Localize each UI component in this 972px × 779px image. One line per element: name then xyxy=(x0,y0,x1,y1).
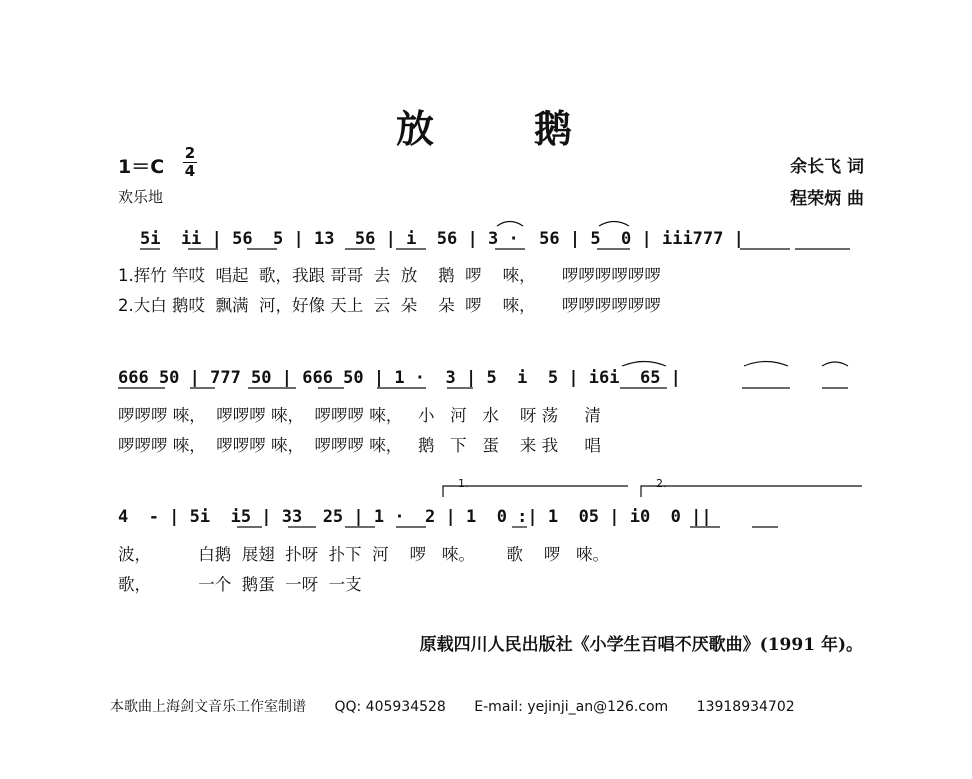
title-char-2: 鹅 xyxy=(534,106,577,151)
lyrics-row-1-verse-1: 1.挥竹 竿哎 唱起 歌，我跟 哥哥 去 放 鹅 啰 唻， 啰啰啰啰啰啰 xyxy=(118,266,661,285)
notation-row-2: 666 50 | 777 50 | 666 50 | 1 · 3 | 5 i 5 | i6i 65 | xyxy=(118,368,681,388)
lyrics-row-3-verse-2: 歌， 一个 鹅蛋 一呀 一支 xyxy=(118,575,362,594)
time-sig-top: 2 xyxy=(184,144,196,162)
slur-mark xyxy=(822,362,848,366)
footer-phone: 13918934702 xyxy=(696,699,795,715)
slur-mark xyxy=(497,222,523,227)
footer-studio: 本歌曲上海剑文音乐工作室制谱 xyxy=(110,699,306,715)
key-signature: 1＝C xyxy=(118,156,165,178)
volta-label-1: 1. xyxy=(458,477,469,490)
composer-credit: 程荣炳 曲 xyxy=(790,189,864,209)
notation-row-1: 5i ii | 56 5 | 13 56 | i 56 | 3 · 56 | 5 0 | iii777 | xyxy=(140,229,744,249)
footer-email: E-mail: yejinji_an@126.com xyxy=(474,699,669,715)
tempo-marking: 欢乐地 xyxy=(118,188,164,206)
slur-mark xyxy=(744,362,788,367)
slur-mark xyxy=(599,222,629,227)
lyrics-row-3-verse-1: 波， 白鹅 展翅 扑呀 扑下 河 啰 唻。 歌 啰 唻。 xyxy=(118,545,610,564)
lyricist-credit: 余长飞 词 xyxy=(790,157,864,177)
lyrics-row-1-verse-2: 2.大白 鹅哎 飘满 河，好像 天上 云 朵 朵 啰 唻， 啰啰啰啰啰啰 xyxy=(118,296,661,315)
lyrics-row-2-verse-1: 啰啰啰 唻， 啰啰啰 唻， 啰啰啰 唻， 小 河 水 呀 荡 清 xyxy=(118,406,601,425)
source-note: 原载四川人民出版社《小学生百唱不厌歌曲》(1991 年)。 xyxy=(419,635,863,655)
volta-bracket-2 xyxy=(641,486,862,497)
footer xyxy=(110,696,819,716)
notation-row-3: 4 - | 5i i5 | 33 25 | 1 · 2 | 1 0 :| 1 05 | i0 0 || xyxy=(118,507,712,527)
slur-mark xyxy=(622,362,666,367)
volta-label-2: 2. xyxy=(656,477,667,490)
time-sig-bottom: 4 xyxy=(184,162,196,180)
lyrics-row-2-verse-2: 啰啰啰 唻， 啰啰啰 唻， 啰啰啰 唻， 鹅 下 蛋 来 我 唱 xyxy=(118,436,601,455)
volta-bracket-1 xyxy=(443,486,628,497)
title-char-1: 放 xyxy=(395,106,438,151)
footer-qq: QQ: 405934528 xyxy=(334,699,446,715)
